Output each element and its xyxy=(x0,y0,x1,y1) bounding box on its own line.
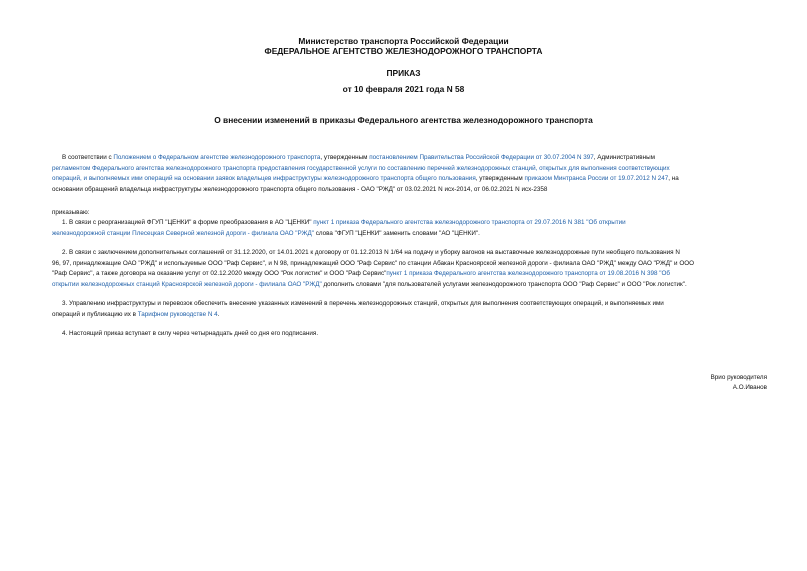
agency-name: ФЕДЕРАЛЬНОЕ АГЕНТСТВО ЖЕЛЕЗНОДОРОЖНОГО ТРАНСПОРТА xyxy=(264,46,543,56)
document-type: ПРИКАЗ xyxy=(386,68,421,78)
preamble-line-3 xyxy=(52,174,769,185)
item-3-line-2 xyxy=(52,310,769,321)
preamble-text: , Административным xyxy=(593,154,655,161)
mintrans-order-link[interactable]: приказом Минтранса России от 19.07.2012 N 247 xyxy=(524,175,669,183)
item-2-line-2: 96, 97, принадлежащие ОАО "РЖД" и используемые ООО "Раф Сервис", и N 98, принадлежащий ООО "Раф Сервис" по станции Абакан Красноярской железной дороги - филиала ОАО "РЖД" между ОАО "РЖД" и ООО xyxy=(52,259,695,267)
preamble-text: , утвержденным xyxy=(320,154,370,161)
item-3-line-1: 3. Управлению инфраструктуры и перевозок обеспечить внесение указанных изменений в перечень железнодорожных станций, открытых для выполнения соответствующих операций, и выполняемых ими xyxy=(62,300,664,307)
preamble-text: , утвержденным xyxy=(475,175,525,183)
order-381-link-cont[interactable]: железнодорожной станции Плесецкая Северной железной дороги - филиала ОАО "РЖД" xyxy=(52,229,314,237)
item-text: операций и публикацию их в xyxy=(52,310,138,318)
signature-position: Врио руководителя xyxy=(710,374,767,381)
regulation-link[interactable]: Положением о Федеральном агентстве железнодорожного транспорта xyxy=(113,154,321,161)
item-text: "Раф Сервис", а также договора на оказание услуг от 02.12.2020 между ООО "Рок логистик" и ООО "Раф Сервис" xyxy=(52,270,387,278)
admin-reglament-link[interactable]: регламентом Федерального агентства железнодорожного транспорта предоставления государственной услуги по составлению перечней железнодорожных станций, открытых для выполнения соответствующих xyxy=(52,164,670,172)
item-2-line-4 xyxy=(52,280,769,291)
preamble-text: В соответствии с xyxy=(62,154,114,161)
item-text: дополнить словами "для пользователей услугами железнодорожного транспорта ООО "Раф Сервис" и ООО "Рок логистик". xyxy=(321,280,687,288)
item-1-paragraph xyxy=(52,218,769,239)
document-date-number: от 10 февраля 2021 года N 58 xyxy=(342,84,465,94)
order-word: приказываю: xyxy=(52,209,90,216)
item-1-line-2 xyxy=(52,229,769,240)
preamble-line-4: основании обращений владельца инфраструктуры железнодорожного транспорта общего пользования - ОАО "РЖД" от 03.02.2021 N исх-2014, от 06.02.2021 N исх-2358 xyxy=(52,185,548,193)
order-398-link-cont[interactable]: открытии железнодорожных станций Красноярской железной дороги - филиала ОАО "РЖД" xyxy=(52,280,322,288)
government-decree-link[interactable]: постановлением Правительства Российской Федерации от 30.07.2004 N 397 xyxy=(369,154,594,161)
preamble-line-2 xyxy=(52,164,769,175)
item-text: слова "ФГУП "ЦЕНКИ" заменить словами "АО "ЦЕНКИ". xyxy=(314,229,480,237)
ministry-name: Министерство транспорта Российской Федерации xyxy=(298,36,509,46)
item-4-line-1: 4. Настоящий приказ вступает в силу через четырнадцать дней со дня его подписания. xyxy=(62,330,319,337)
item-1-line-1 xyxy=(52,218,769,229)
item-text: 1. В связи с реорганизацией ФГУП "ЦЕНКИ" в форме преобразования в АО "ЦЕНКИ" xyxy=(62,219,314,226)
item-3-paragraph xyxy=(52,299,769,320)
preamble-line-1 xyxy=(52,153,769,164)
item-2-line-1: 2. В связи с заключением дополнительных соглашений от 31.12.2020, от 14.01.2021 к договору от 01.12.2013 N 1/64 на подачу и уборку вагонов на выставочные железнодорожные пути необщего пользования N xyxy=(62,249,680,256)
document-title: О внесении изменений в приказы Федерального агентства железнодорожного транспорта xyxy=(214,115,593,125)
item-4-paragraph xyxy=(52,329,769,340)
item-2-line-3 xyxy=(52,269,769,280)
signature-name: А.О.Иванов xyxy=(732,384,767,391)
order-398-link[interactable]: пункт 1 приказа Федерального агентства железнодорожного транспорта от 19.08.2016 N 398 "Об xyxy=(386,270,671,278)
item-text: . xyxy=(217,310,220,318)
order-381-link[interactable]: пункт 1 приказа Федерального агентства железнодорожного транспорта от 29.07.2016 N 381 "Об открытии xyxy=(313,219,626,226)
admin-reglament-link-cont[interactable]: операций, и выполняемых ими операций на основании заявок владельцев инфраструктуры железнодорожного транспорта общего пользования xyxy=(52,175,476,183)
preamble-text: , на xyxy=(668,175,679,183)
preamble-paragraph xyxy=(52,153,769,195)
item-2-paragraph xyxy=(52,248,769,290)
tariff-guide-link[interactable]: Тарифном руководстве N 4 xyxy=(137,310,218,318)
